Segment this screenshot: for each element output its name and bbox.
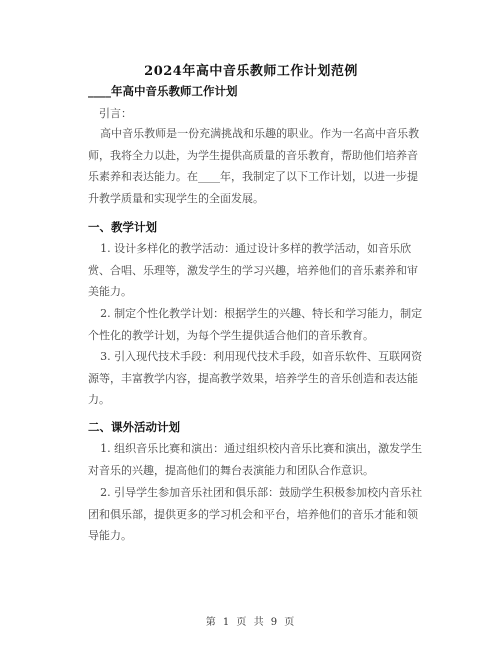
- document-title: 2024年高中音乐教师工作计划范例: [144, 64, 358, 79]
- page-footer: 第 1 页 共 9 页: [205, 617, 297, 628]
- document-subtitle: ____年高中音乐教师工作计划: [88, 84, 238, 98]
- section-heading-extracurricular-plan: 二、课外活动计划: [88, 420, 180, 434]
- intro-paragraph: 高中音乐教师是一份充满挑战和乐趣的职业。作为一名高中音乐教师，我将全力以赴，为学生提供高质量的音乐教育，帮助他们培养音乐素养和表达能力。在____年，我制定了以下工作计划，以进一步提升教学质量和实现学生的全面发展。: [88, 127, 420, 205]
- extracurricular-item-1: 1. 组织音乐比赛和演出：通过组织校内音乐比赛和演出，激发学生对音乐的兴趣，提高他们的舞台表演能力和团队合作意识。: [88, 442, 423, 477]
- teaching-plan-item-3: 3. 引入现代技术手段：利用现代技术手段，如音乐软件、互联网资源等，丰富教学内容，提高教学效果，培养学生的音乐创造和表达能力。: [88, 350, 423, 406]
- extracurricular-item-2: 2. 引导学生参加音乐社团和俱乐部：鼓励学生积极参加校内音乐社团和俱乐部，提供更多的学习机会和平台，培养他们的音乐才能和领导能力。: [88, 486, 423, 542]
- section-heading-teaching-plan: 一、教学计划: [88, 220, 157, 234]
- teaching-plan-item-1: 1. 设计多样化的教学活动：通过设计多样的教学活动，如音乐欣赏、合唱、乐理等，激发学生的学习兴趣，培养他们的音乐素养和审美能力。: [88, 242, 418, 298]
- teaching-plan-item-2: 2. 制定个性化教学计划：根据学生的兴趣、特长和学习能力，制定个性化的教学计划，为每个学生提供适合他们的音乐教育。: [88, 307, 423, 342]
- intro-label: 引言：: [99, 107, 132, 120]
